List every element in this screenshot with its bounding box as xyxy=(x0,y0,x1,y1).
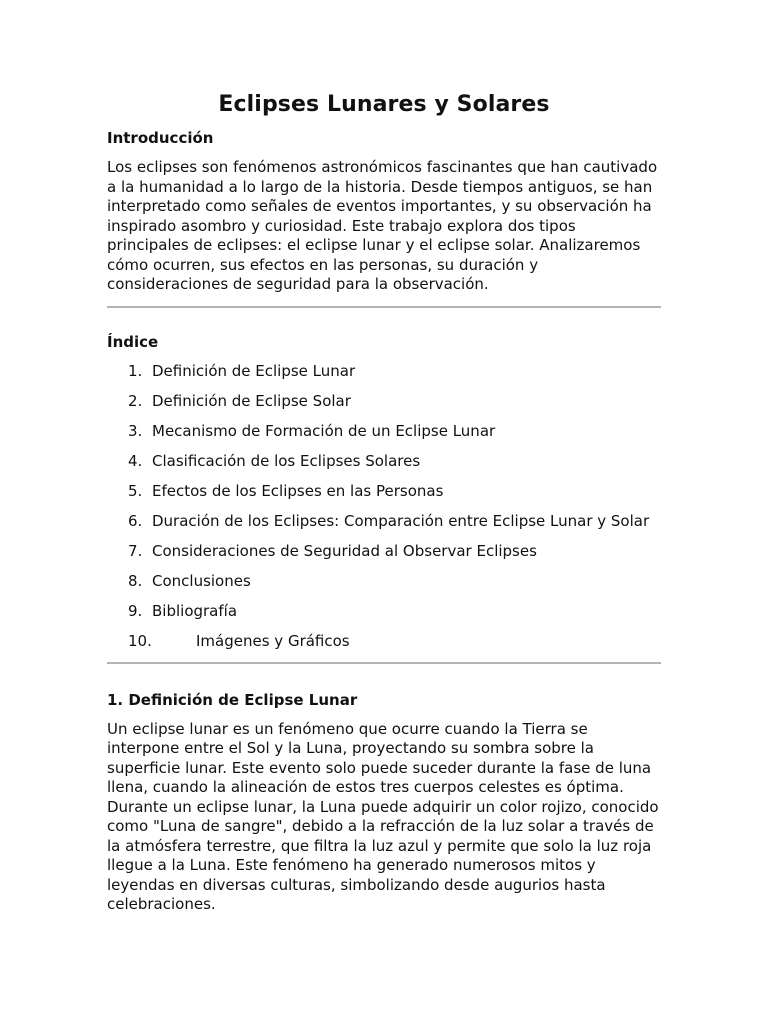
section-1-paragraph: Un eclipse lunar es un fenómeno que ocurre cuando la Tierra se interpone entre el Sol y la Luna, proyectando su sombra sobre la superficie lunar. Este evento solo puede suceder durante la fase de luna llena, cuando la alineación de estos tres cuerpos celestes es óptima. Durante un eclipse lunar, la Luna puede adquirir un color rojizo, conocido como "Luna de sangre", debido a la refracción de la luz solar a través de la atmósfera terrestre, que filtra la luz azul y permite que solo la luz roja llegue a la Luna. Este fenómeno ha generado numerosos mitos y leyendas en diversas culturas, simbolizando desde augurios hasta celebraciones. xyxy=(107,719,659,913)
toc-item-label: Bibliografía xyxy=(152,601,238,620)
section-1-heading: 1. Definición de Eclipse Lunar xyxy=(107,690,358,709)
toc-item-label: Conclusiones xyxy=(152,571,251,590)
table-of-contents xyxy=(107,361,661,651)
toc-item-label: Efectos de los Eclipses en las Personas xyxy=(152,481,444,500)
toc-item-number: 10. xyxy=(128,631,152,650)
toc-item-number: 1. xyxy=(128,361,143,380)
toc-item xyxy=(107,541,661,561)
toc-item xyxy=(107,391,661,411)
index-heading: Índice xyxy=(107,332,159,351)
toc-item xyxy=(107,601,661,621)
toc-item-label: Imágenes y Gráficos xyxy=(196,631,350,650)
toc-item xyxy=(107,451,661,471)
toc-item-number: 3. xyxy=(128,421,143,440)
toc-item-label: Consideraciones de Seguridad al Observar Eclipses xyxy=(152,541,537,560)
toc-item-number: 9. xyxy=(128,601,143,620)
toc-item xyxy=(107,631,661,651)
toc-item-number: 6. xyxy=(128,511,143,530)
document-title: Eclipses Lunares y Solares xyxy=(218,92,550,117)
toc-item-number: 2. xyxy=(128,391,143,410)
toc-item xyxy=(107,511,661,531)
toc-item-label: Clasificación de los Eclipses Solares xyxy=(152,451,421,470)
intro-paragraph: Los eclipses son fenómenos astronómicos fascinantes que han cautivado a la humanidad a lo largo de la historia. Desde tiempos antiguos, se han interpretado como señales de eventos importantes, y su observación ha inspirado asombro y curiosidad. Este trabajo explora dos tipos principales de eclipses: el eclipse lunar y el eclipse solar. Analizaremos cómo ocurren, sus efectos en las personas, su duración y consideraciones de seguridad para la observación. xyxy=(107,158,658,293)
toc-item-number: 7. xyxy=(128,541,143,560)
section-divider xyxy=(107,662,661,664)
toc-item-number: 5. xyxy=(128,481,143,500)
toc-item-number: 8. xyxy=(128,571,143,590)
toc-item-label: Duración de los Eclipses: Comparación entre Eclipse Lunar y Solar xyxy=(152,511,650,530)
section-divider xyxy=(107,306,661,308)
toc-item-label: Mecanismo de Formación de un Eclipse Lunar xyxy=(152,421,496,440)
toc-item-number: 4. xyxy=(128,451,143,470)
intro-heading: Introducción xyxy=(107,129,214,147)
toc-item xyxy=(107,421,661,441)
toc-item-label: Definición de Eclipse Lunar xyxy=(152,361,356,380)
toc-item xyxy=(107,571,661,591)
toc-item xyxy=(107,481,661,501)
toc-item xyxy=(107,361,661,381)
toc-item-label: Definición de Eclipse Solar xyxy=(152,391,351,410)
